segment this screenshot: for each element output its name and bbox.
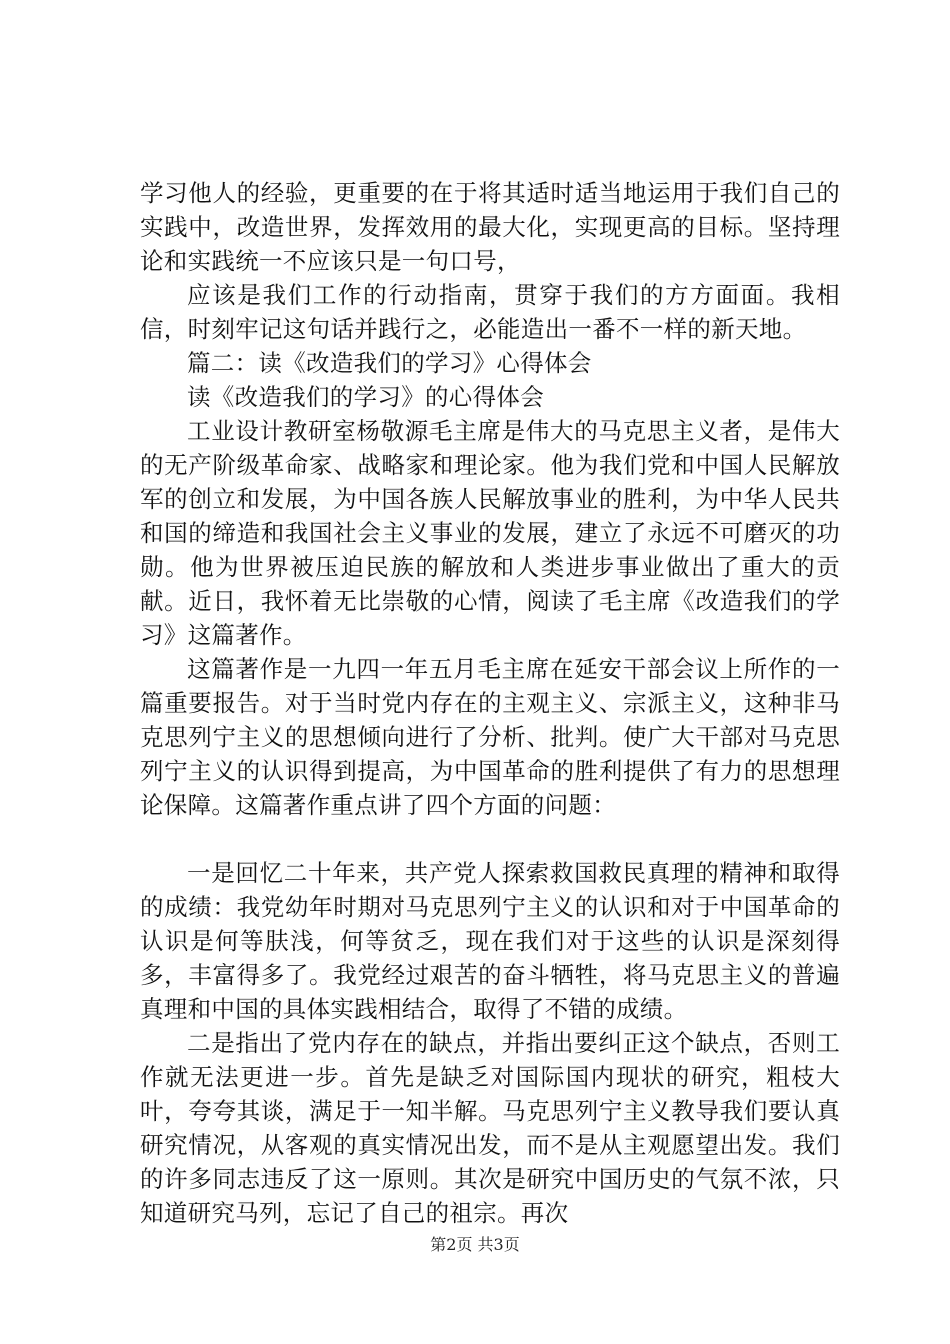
article-title: 读《改造我们的学习》的心得体会 (187, 383, 544, 411)
paragraph-continuation: 学习他人的经验，更重要的在于将其适时适当地运用于我们自己的实践中，改造世界，发挥效用的最大化，实现更高的目标。坚持理论和实践统一不应该只是一句口号， (140, 179, 840, 275)
document-body (140, 176, 840, 1230)
page-footer (0, 1234, 950, 1256)
section-heading: 篇二：读《改造我们的学习》心得体会 (187, 349, 592, 377)
page-number: 第2页 共3页 (430, 1235, 520, 1254)
paragraph: 二是指出了党内存在的缺点，并指出要纠正这个缺点，否则工作就无法更进一步。首先是缺乏对国际国内现状的研究，粗枝大叶，夸夸其谈，满足于一知半解。马克思列宁主义教导我们要认真研究情况，从客观的真实情况出发，而不是从主观愿望出发。我们的许多同志违反了这一原则。其次是研究中国历史的气氛不浓，只知道研究马列，忘记了自己的祖宗。再次 (140, 1029, 840, 1227)
paragraph: 应该是我们工作的行动指南，贯穿于我们的方方面面。我相信，时刻牢记这句话并践行之，必能造出一番不一样的新天地。 (140, 281, 840, 343)
paragraph: 工业设计教研室杨敬源毛主席是伟大的马克思主义者，是伟大的无产阶级革命家、战略家和理论家。他为我们党和中国人民解放军的创立和发展，为中国各族人民解放事业的胜利，为中华人民共和国的缔造和我国社会主义事业的发展，建立了永远不可磨灭的功勋。他为世界被压迫民族的解放和人类进步事业做出了重大的贡献。近日，我怀着无比崇敬的心情，阅读了毛主席《改造我们的学习》这篇著作。 (140, 417, 840, 649)
paragraph: 一是回忆二十年来，共产党人探索救国救民真理的精神和取得的成绩：我党幼年时期对马克思列宁主义的认识和对于中国革命的认识是何等肤浅，何等贫乏，现在我们对于这些的认识是深刻得多，丰富得多了。我党经过艰苦的奋斗牺牲，将马克思主义的普遍真理和中国的具体实践相结合，取得了不错的成绩。 (140, 859, 840, 1023)
paragraph: 这篇著作是一九四一年五月毛主席在延安干部会议上所作的一篇重要报告。对于当时党内存在的主观主义、宗派主义，这种非马克思列宁主义的思想倾向进行了分析、批判。使广大干部对马克思列宁主义的认识得到提高，为中国革命的胜利提供了有力的思想理论保障。这篇著作重点讲了四个方面的问题： (140, 655, 840, 819)
